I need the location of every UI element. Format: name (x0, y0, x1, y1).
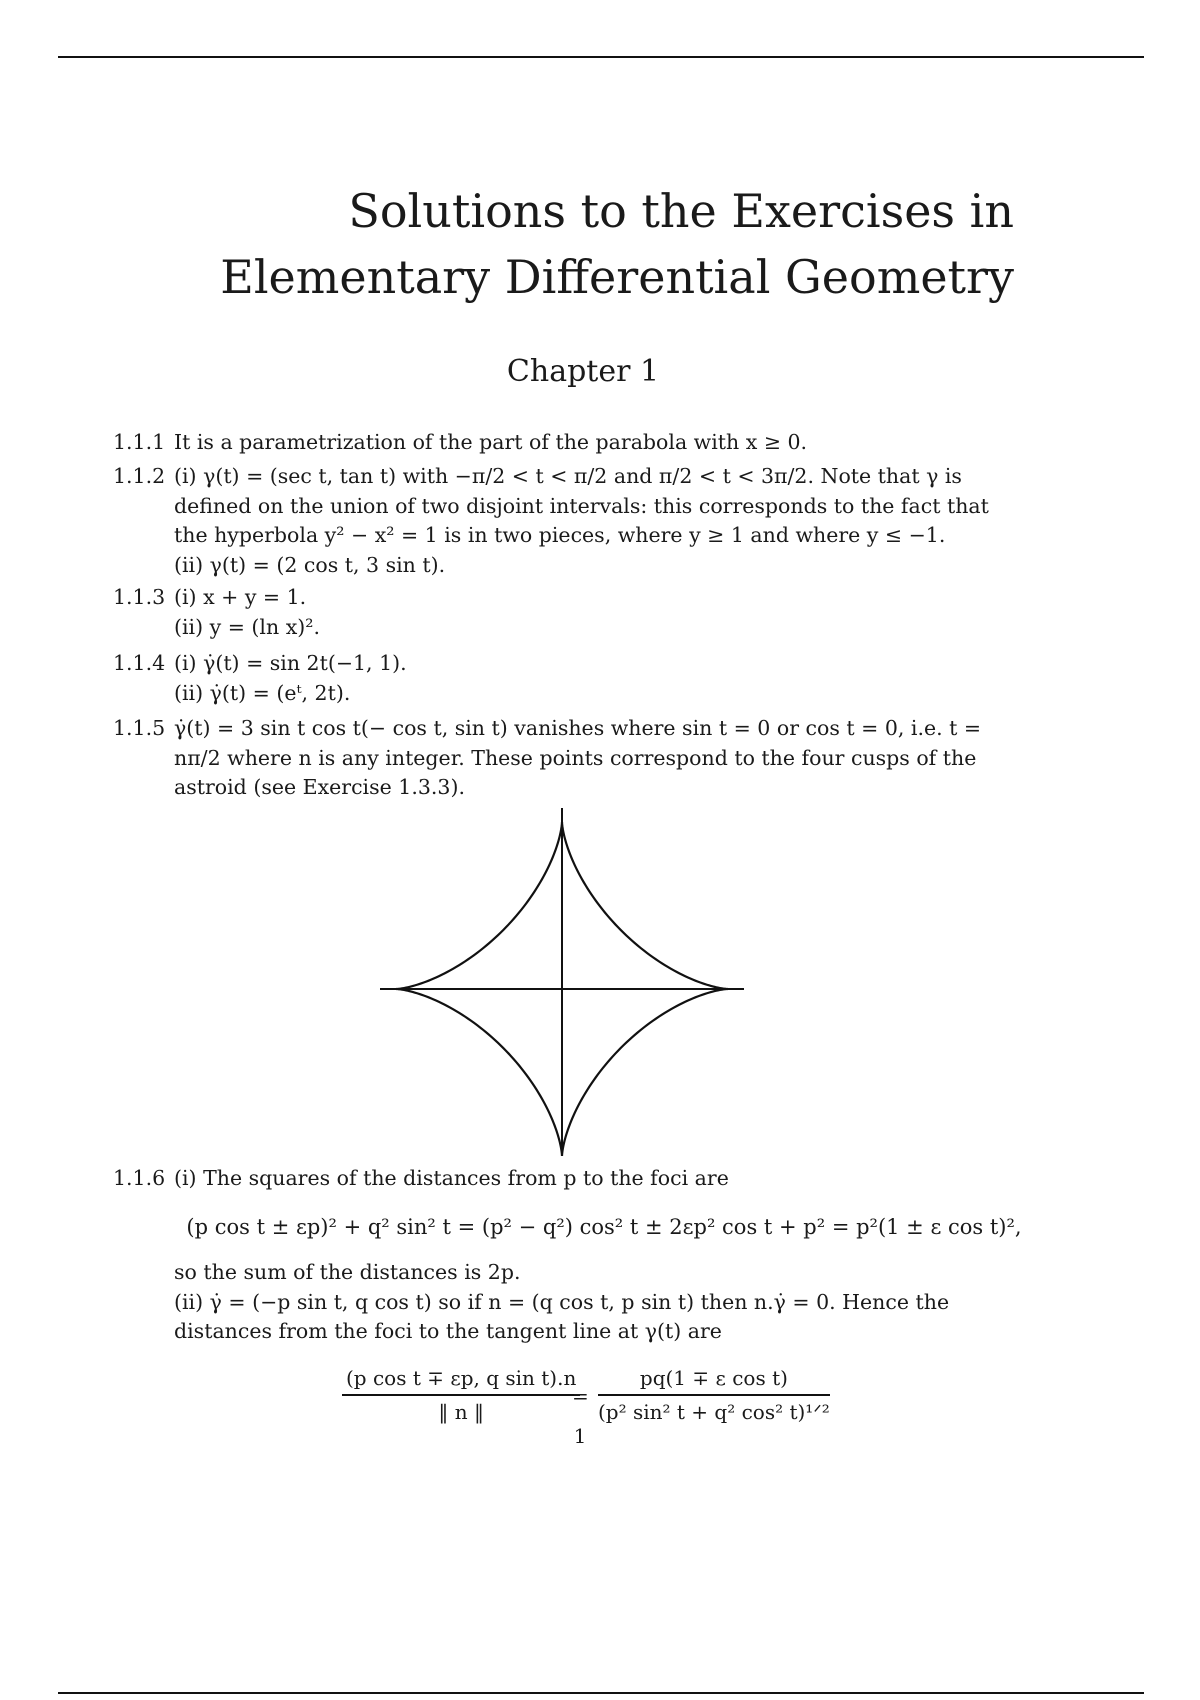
exercise-1-1-3 (113, 583, 1013, 642)
fraction-numerator: pq(1 ∓ ε cos t) (598, 1366, 830, 1396)
exercise-text-line: (i) The squares of the distances from p to the foci are (174, 1166, 729, 1190)
top-rule (58, 56, 1144, 58)
exercise-1-1-5 (113, 714, 1013, 803)
fraction-left (342, 1366, 580, 1424)
exercise-text-line: astroid (see Exercise 1.3.3). (174, 775, 465, 799)
exercise-text-line: (i) γ̇(t) = sin 2t(−1, 1). (174, 651, 407, 675)
exercise-1-1-6 (113, 1164, 1013, 1194)
exercise-1-1-1 (113, 428, 1013, 458)
fraction-denominator: (p² sin² t + q² cos² t)¹ᐟ² (598, 1400, 830, 1424)
exercise-text-line: distances from the foci to the tangent line at γ(t) are (174, 1319, 722, 1343)
exercise-text-line: (i) γ(t) = (sec t, tan t) with −π/2 < t < π/2 and π/2 < t < 3π/2. Note that γ is (174, 464, 962, 488)
exercise-text-line: (i) x + y = 1. (174, 585, 307, 609)
exercise-text-line: (ii) γ(t) = (2 cos t, 3 sin t). (174, 552, 446, 577)
exercise-number: 1.1.6 (113, 1166, 166, 1190)
equation-distances: (p cos t ± εp)² + q² sin² t = (p² − q²) cos² t ± 2εp² cos t + p² = p²(1 ± ε cos t)², (186, 1215, 1022, 1239)
exercise-number: 1.1.1 (113, 430, 166, 454)
exercise-1-1-4 (113, 649, 1013, 708)
astroid-figure (380, 808, 760, 1168)
exercise-text: It is a parametrization of the part of the parabola with x ≥ 0. (174, 430, 808, 454)
fraction-numerator: (p cos t ∓ εp, q sin t).n (342, 1366, 580, 1396)
exercise-text-line: γ̇(t) = 3 sin t cos t(− cos t, sin t) vanishes where sin t = 0 or cos t = 0, i.e. t = (174, 716, 982, 740)
exercise-text-line: (ii) γ̇(t) = (eᵗ, 2t). (174, 680, 351, 705)
exercise-number: 1.1.2 (113, 464, 166, 488)
page-number: 1 (573, 1424, 587, 1448)
exercise-number: 1.1.4 (113, 651, 166, 675)
bottom-rule (58, 1692, 1144, 1694)
exercise-text-line: (ii) y = (ln x)². (174, 614, 320, 639)
title-line-2: Elementary Differential Geometry (220, 250, 1014, 304)
exercise-text-line: nπ/2 where n is any integer. These points correspond to the four cusps of the (174, 745, 977, 770)
exercise-number: 1.1.5 (113, 716, 166, 740)
equals-sign: = (572, 1384, 589, 1408)
exercise-text-line: so the sum of the distances is 2p. (174, 1260, 521, 1284)
exercise-number: 1.1.3 (113, 585, 166, 609)
fraction-right (598, 1366, 830, 1424)
title-line-1: Solutions to the Exercises in (348, 184, 1014, 238)
chapter-heading: Chapter 1 (506, 354, 660, 389)
exercise-text-line: defined on the union of two disjoint intervals: this corresponds to the fact that (174, 493, 989, 518)
exercise-text-line: the hyperbola y² − x² = 1 is in two pieces, where y ≥ 1 and where y ≤ −1. (174, 523, 946, 547)
exercise-1-1-2 (113, 462, 1013, 580)
exercise-1-1-6-continued (113, 1258, 1013, 1347)
fraction-denominator: ‖ n ‖ (438, 1400, 484, 1424)
exercise-text-line: (ii) γ̇ = (−p sin t, q cos t) so if n = (q cos t, p sin t) then n.γ̇ = 0. Hence the (174, 1289, 950, 1314)
